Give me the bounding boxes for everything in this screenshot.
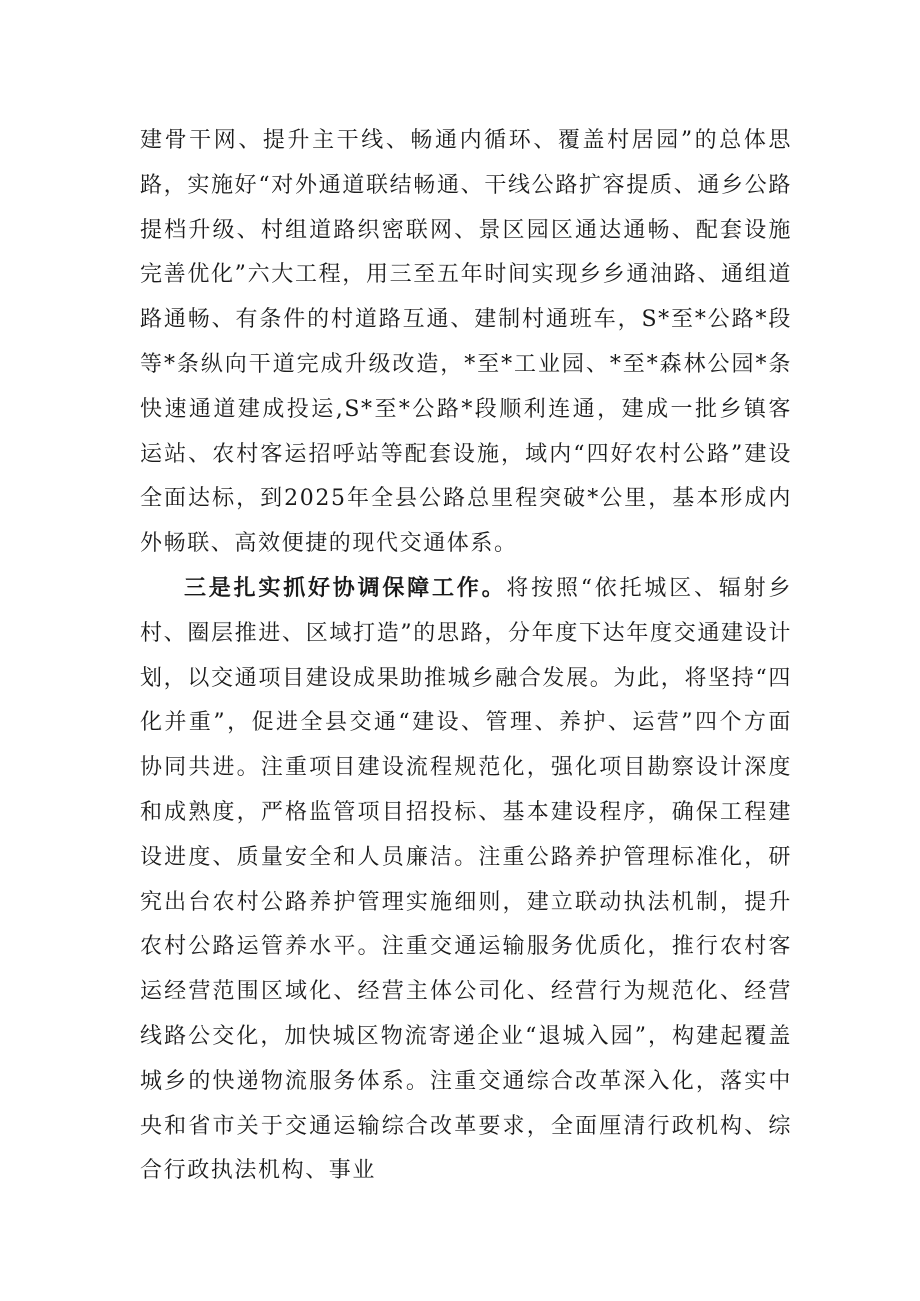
document-body bbox=[140, 119, 792, 1194]
paragraph-2-lead: 三是扎实抓好协调保障工作。 bbox=[184, 575, 507, 601]
paragraph-2-body: 将按照“依托城区、辐射乡村、圈层推进、区域打造”的思路，分年度下达年度交通建设计划，以交通项目建设成果助推城乡融合发展。为此，将坚持“四化并重”，促进全县交通“建设、管理、养护、运营”四个方面协同共进。注重项目建设流程规范化，强化项目勘察设计深度和成熟度，严格监管项目招投标、基本建设程序，确保工程建设进度、质量安全和人员廉洁。注重公路养护管理标准化，研究出台农村公路养护管理实施细则，建立联动执法机制，提升农村公路运管养水平。注重交通运输服务优质化，推行农村客运经营范围区域化、经营主体公司化、经营行为规范化、经营线路公交化，加快城区物流寄递企业“退城入园”，构建起覆盖城乡的快递物流服务体系。注重交通综合改革深入化，落实中央和省市关于交通运输综合改革要求，全面厘清行政机构、综合行政执法机构、事业 bbox=[140, 575, 792, 1184]
paragraph-2 bbox=[140, 567, 792, 1194]
paragraph-1: 建骨干网、提升主干线、畅通内循环、覆盖村居园”的总体思路，实施好“对外通道联结畅通、干线公路扩容提质、通乡公路提档升级、村组道路织密联网、景区园区通达通畅、配套设施完善优化”六大工程，用三至五年时间实现乡乡通油路、通组道路通畅、有条件的村道路互通、建制村通班车，S*至*公路*段等*条纵向干道完成升级改造，*至*工业园、*至*森林公园*条快速通道建成投运,S*至*公路*段顺利连通，建成一批乡镇客运站、农村客运招呼站等配套设施，域内“四好农村公路”建设全面达标，到2025年全县公路总里程突破*公里，基本形成内外畅联、高效便捷的现代交通体系。 bbox=[140, 128, 792, 557]
